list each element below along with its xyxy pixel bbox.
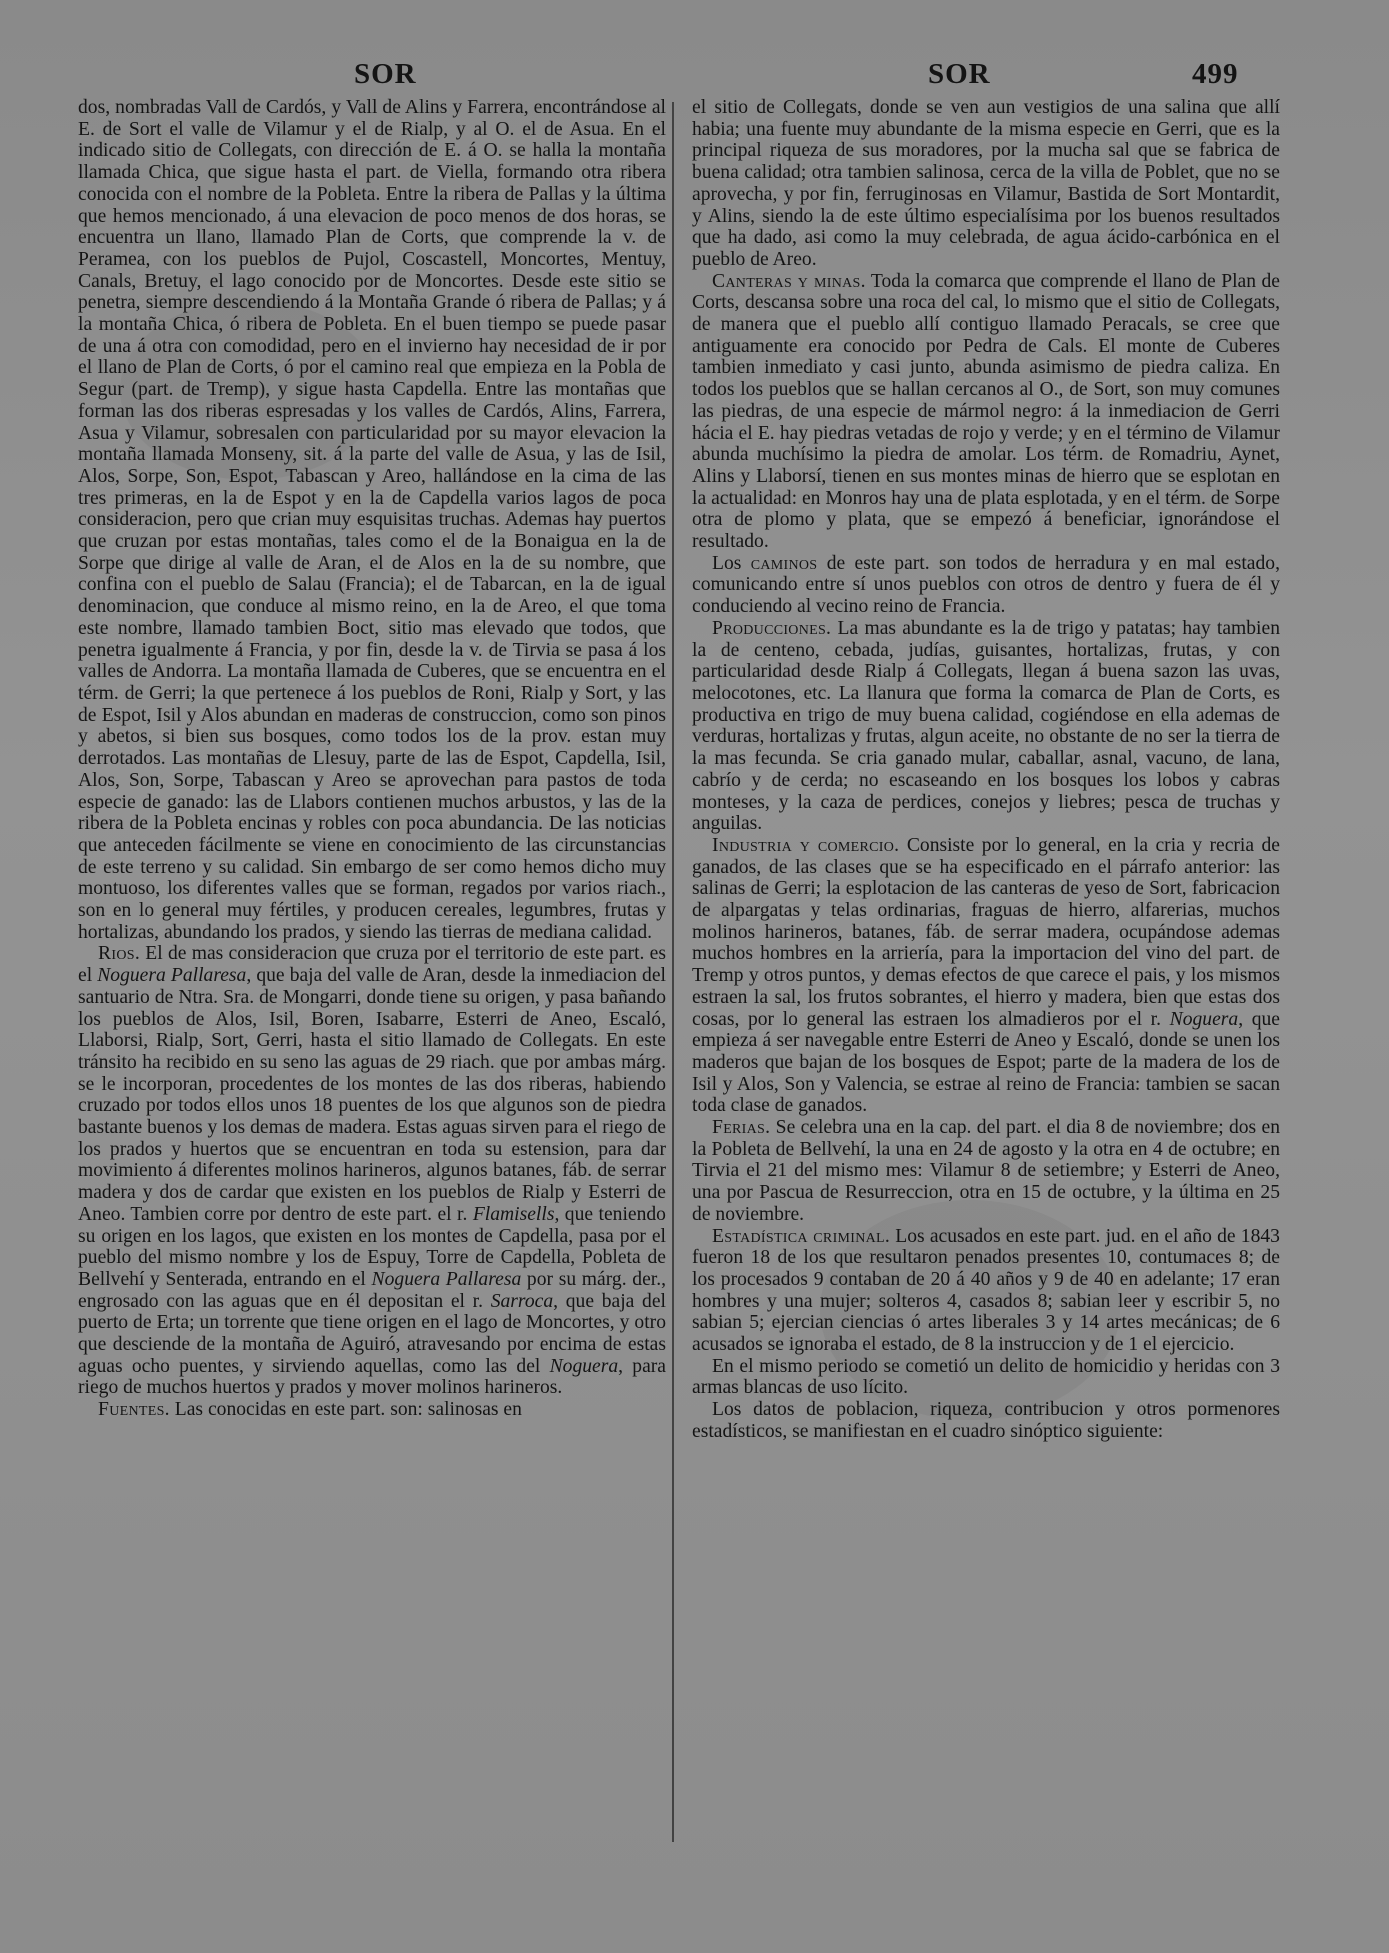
column-divider (672, 102, 674, 1842)
fuentes-heading: Fuentes. (98, 1399, 170, 1421)
river-name: Noguera Pallaresa (371, 1268, 522, 1290)
estadistica-text: Los acusados en este part. jud. en el año de 1843 fueron 18 de los que resultaron penados presentes 10, contumaces 8; de los procesados 9 contaban de 20 á 40 años y 9 de 40 en adelante; 17 eran hombres y una mujer; solteros 4, casados 8; sabian leer y escribir 5, no sabian 5; ejercian ciencias ó artes liberales 3 y 14 artes mecánicas; de 6 acusados se ignoraba el estado, de 8 la instruccion y de 1 el ejercicio. (692, 1225, 1280, 1356)
caminos-text: Los (712, 552, 751, 574)
estadistica-paragraph (692, 1226, 1280, 1356)
running-header (0, 58, 1389, 98)
left-column (78, 97, 666, 1847)
ferias-paragraph (692, 1117, 1280, 1226)
rios-text: , que baja del puerto de Erta; un torrente que tiene origen en el lago de Moncortes, y otro que desciende de la montaña de Aguiró, atravesando por encima de estas aguas ocho puentes, y sirviendo aquellas, como las del (78, 1290, 666, 1377)
river-name: Noguera Pallaresa (97, 965, 247, 987)
canteras-paragraph (692, 271, 1280, 553)
fuentes-continuation: el sitio de Collegats, donde se ven aun vestigios de una salina que allí habia; una fuente muy abundante de la misma especie en Gerri, que es la principal riqueza de sus moradores, por la mucha sal que se fabrica de buena calidad; otra tambien salinosa, cerca de la villa de Poblet, que no se aprovecha, y por fin, ferruginosas en Vilamur, Bastida de Sort Montardit, y Alins, siendo la de este último especialísima por los buenos resultados que ha dado, asi como la muy celebrada, de agua ácido-carbónica en el pueblo de Areo. (692, 97, 1280, 270)
canteras-text: Toda la comarca que comprende el llano de Plan de Corts, descansa sobre una roca del cal, lo mismo que el sitio de Collegats, de manera que el pueblo allí contiguo llamado Peracals, se cree que antiguamente era conocido por Pedra de Cals. El monte de Cuberes tambien inmediato y casi junto, abunda asimismo de piedra caliza. En todos los pueblos que se hallan cercanos al O., de Sort, son muy comunes las piedras, de una especie de mármol negro: á la inmediacion de Gerri hácia el E. hay piedras vetadas de rojo y verde; y en el término de Vilamur abunda muchísimo la piedra de amolar. Los térm. de Romadriu, Aynet, Alins y Llaborsí, tienen en sus montes minas de hierro que se esplotan en la actualidad: en Monros hay una de plata esplotada, y en el térm. de Sorpe otra de plomo y plata, que se empezó á beneficiar, ignorándose el resultado. (692, 270, 1280, 553)
river-name: Noguera (1169, 1008, 1239, 1030)
rios-text: , para riego de muchos huertos y prados y mover molinos harineros. (78, 1355, 666, 1399)
river-name: Noguera (549, 1355, 619, 1377)
datos-paragraph: Los datos de poblacion, riqueza, contribucion y otros pormenores estadísticos, se manifiestan en el cuadro sinóptico siguiente: (692, 1399, 1280, 1442)
fuentes-paragraph (78, 1399, 666, 1421)
fuentes-text: Las conocidas en este part. son: salinosas en (169, 1399, 522, 1421)
industria-heading: Industria y comercio. (712, 834, 900, 856)
rios-text: El de mas consideracion que cruza por el territorio de este part. es el (78, 943, 666, 987)
estadistica-heading: Estadística criminal. (712, 1225, 891, 1247)
header-center-title: SOR (928, 58, 991, 90)
canteras-heading: Canteras y minas. (712, 270, 866, 292)
rios-text: , que baja del valle de Aran, desde la inmediacion del santuario de Ntra. Sra. de Mongarri, donde tiene su origen, y pasa bañando los pueblos de Alos, Isil, Boren, Isabarre, Esterri de Aneo, Escaló, Llaborsi, Rialp, Sort, Gerri, hasta el sitio llamado de Collegats. En este tránsito ha recibido en su seno las aguas de 29 riach. que por ambas márg. se le incorporan, procedentes de los montes de las dos riberas, habiendo cruzado por todos ellos unos 18 puentes de los que algunos son de piedra bastante buenos y los demas de madera. Estas aguas sirven para el riego de los prados y huertos que se encuentran en toda su estension, para dar movimiento á diferentes molinos harineros, algunos batanes, fáb. de serrar madera y dos de cardar que existen en los pueblos de Rialp y Esterri de Aneo. Tambien corre por dentro de este part. el r. (78, 965, 666, 1225)
river-name: Sarroca (490, 1290, 554, 1312)
page-number: 499 (1192, 58, 1239, 90)
producciones-heading: Producciones. (712, 617, 832, 639)
right-column (692, 97, 1280, 1847)
rios-text: por su márg. der., engrosado con las aguas que en él depositan el r. (78, 1268, 666, 1312)
caminos-paragraph (692, 553, 1280, 618)
industria-paragraph (692, 835, 1280, 1117)
caminos-heading: caminos (750, 552, 818, 574)
ferias-text: Se celebra una en la cap. del part. el dia 8 de noviembre; dos en la Pobleta de Bellvehí, la una en 24 de agosto y la otra en 4 de octubre; en Tirvia el 21 del mismo mes: Vilamur 8 de setiembre; y Esterri de Aneo, una por Pascua de Resurreccion, otra en 15 de octubre, y la última en 25 de noviembre. (692, 1117, 1280, 1225)
caminos-text: de este part. son todos de herradura y en mal estado, comunicando entre sí unos pueblos con otros de dentro y fuera de él y conduciendo al vecino reino de Francia. (692, 552, 1280, 618)
rios-heading: Rios. (98, 943, 141, 965)
header-left-title: SOR (354, 58, 417, 90)
industria-text: , que empieza á ser navegable entre Esterri de Aneo y Escaló, donde se unen los maderos que bajan de los bosques de Espot; parte de la madera de los de Isil y Alos, Son y Valencia, se estrae al reino de Francia: tambien se sacan toda clase de ganados. (692, 1008, 1280, 1117)
rios-text: , que teniendo su origen en los lagos, que existen en los montes de Capdella, pasa por el pueblo del mismo nombre y los de Espuy, Torre de Capdella, Pobleta de Bellvehí y Senterada, entrando en el (78, 1203, 666, 1290)
rios-paragraph (78, 943, 666, 1399)
river-name: Flamisells (472, 1203, 555, 1225)
homicidio-paragraph: En el mismo periodo se cometió un delito de homicidio y heridas con 3 armas blancas de uso lícito. (692, 1355, 1280, 1399)
producciones-paragraph (692, 618, 1280, 835)
producciones-text: La mas abundante es la de trigo y patatas; hay tambien la de centeno, cebada, judías, guisantes, hortalizas, frutas, y con particularidad desde Rialp á Collegats, llegan á buena sazon las uvas, melocotones, etc. La llanura que forma la comarca de Plan de Corts, es productiva en trigo de muy buena calidad, cogiéndose en ella ademas de verduras, hortalizas y frutas, algun aceite, no obstante de no ser la tierra de la mas fecunda. Se cria ganado mular, caballar, asnal, vacuno, de lana, cabrío y de cerda; no escaseando en los bosques los lobos y cabras monteses, y la caza de perdices, conejos y liebres; pesca de truchas y anguilas. (692, 617, 1280, 835)
industria-text: Consiste por lo general, en la cria y recria de ganados, de las clases que se ha especificado en el párrafo anterior: las salinas de Gerri; la esplotacion de las canteras de yeso de Sort, fabricacion de alpargatas y telas ordinarias, fraguas de hierro, alfarerias, muchos molinos harineros, batanes, fáb. de serrar madera, ocupándose ademas muchos hombres en la arriería, para la importacion del vino del part. de Tremp y otros puntos, y demas efectos de que carece el pais, y los mismos estraen la sal, los frutos sobrantes, el hierro y madera, bien que estas dos cosas, por lo general las estraen los almadieros por el r. (692, 834, 1280, 1030)
mountains-paragraph: dos, nombradas Vall de Cardós, y Vall de Alins y Farrera, encontrándose al E. de Sort el valle de Vilamur y el de Rialp, y al O. el de Asua. En el indicado sitio de Collegats, con dirección de E. á O. se halla la montaña llamada Chica, que sigue hasta el part. de Viella, formando otra ribera conocida con el nombre de la Pobleta. Entre la ribera de Pallas y la última que hemos mencionado, á una elevacion de poco menos de dos horas, se encuentra un llano, llamado Plan de Corts, que comprende la v. de Peramea, con los pueblos de Pujol, Coscastell, Moncortes, Mentuy, Canals, Bretuy, el lago conocido por de Moncortes. Desde este sitio se penetra, siempre descendiendo á la Montaña Grande ó ribera de Pallas; y á la montaña Chica, ó ribera de Pobleta. En el buen tiempo se puede pasar de una á otra con comodidad, pero en el invierno hay necesidad de ir por el llano de Plan de Corts, ó por el camino real que empieza en la Pobla de Segur (part. de Tremp), y sigue hasta Capdella. Entre las montañas que forman las dos riberas espresadas y los valles de Cardós, Alins, Farrera, Asua y Vilamur, sobresalen con particularidad por su mayor elevacion la montaña llamada Monseny, sit. á la parte del valle de Asua, y las de Isil, Alos, Sorpe, Son, Espot, Tabascan y Areo, hallándose en la cima de las tres primeras, en la de Espot y en la de Capdella varios lagos de poca consideracion, pero que crian muy esquisitas truchas. Ademas hay puertos que cruzan por estas montañas, tales como el de la Bonaigua en la de Sorpe que dirige al valle de Aran, el de Alos en la de su nombre, que confina con el pueblo de Salau (Francia); el de Tabarcan, en la de igual denominacion, que conduce al mismo reino, en la de Areo, el que toma este nombre, llamado tambien Boct, sitio mas elevado que todos, que penetra igualmente á Francia, y por fin, desde la v. de Tirvia se pasa á los valles de Andorra. La montaña llamada de Cuberes, que se encuentra en el térm. de Gerri; la que pertenece á los pueblos de Roni, Rialp y Sort, y las de Espot, Isil y Alos abundan en maderas de construccion, como son pinos y abetos, si bien sus bosques, como todos los de la prov. estan muy derrotados. Las montañas de Llesuy, parte de las de Espot, Capdella, Isil, Alos, Son, Sorpe, Tabascan y Areo se aprovechan para pastos de toda especie de ganado: las de Llabors contienen muchos arbustos, y las de la ribera de la Pobleta encinas y robles con poca abundancia. De las noticias que anteceden fácilmente se viene en conocimiento de las circunstancias de este terreno y su calidad. Sin embargo de ser como hemos dicho muy montuoso, los diferentes valles que se forman, regados por varios riach., son en lo general muy fértiles, y producen cereales, legumbres, frutas y hortalizas, abundando los prados, y siendo las tierras de mediana calidad. (78, 97, 666, 943)
ferias-heading: Ferias. (712, 1117, 771, 1139)
